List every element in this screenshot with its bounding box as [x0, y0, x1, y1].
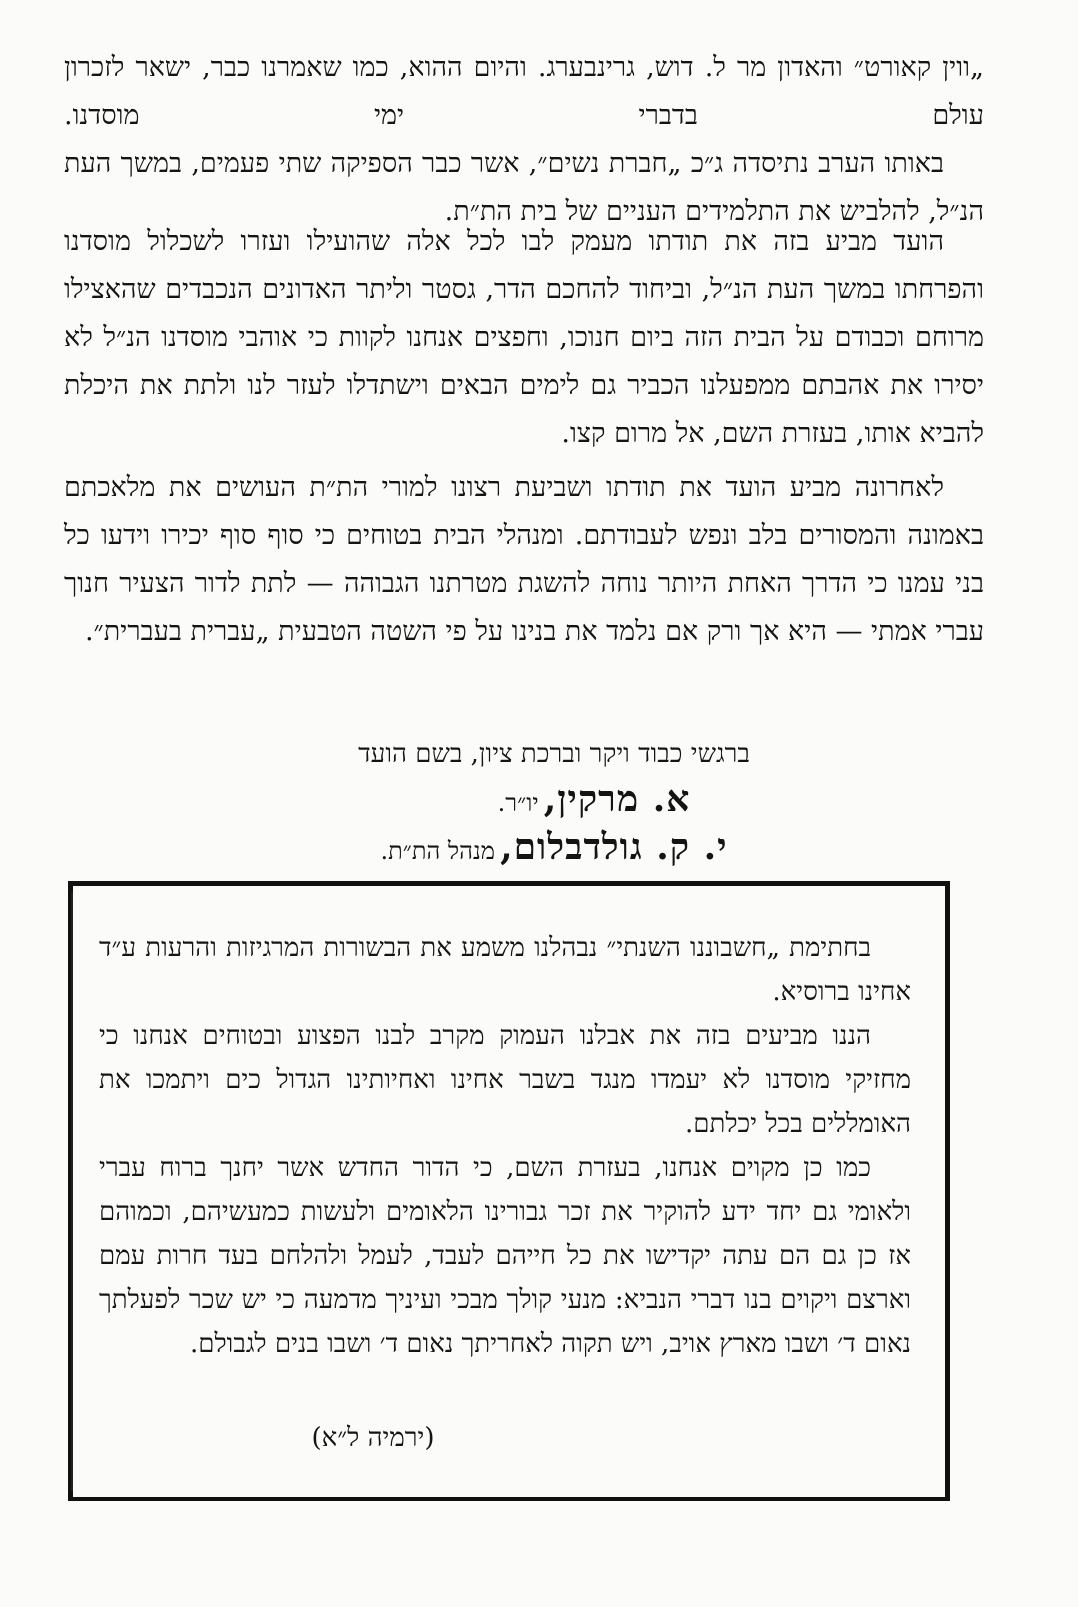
- notice-box: [68, 881, 950, 1501]
- signature-principal: [64, 826, 984, 868]
- frame-rule: [71, 892, 73, 1491]
- letter-paragraph-1: „ווין קאורט״ והאדון מר ל. דוש, גרינבערג. והיום ההוא, כמו שאמרנו כבר, ישאר לזכרון עולם בדברי ימי מוסדנו.: [64, 52, 984, 131]
- notice-paragraph-1: בחתימת „חשבוננו השנתי״ נבהלנו משמע את הבשורות המרגיזות והרעות ע״ד אחינו ברוסיא.: [99, 933, 911, 1007]
- notice-paragraph-2: הננו מביעים בזה את אבלנו העמוק מקרב לבנו הפצוע ובטוחים אנחנו כי מחזיקי מוסדנו לא יעמדו מנגד בשבר אחינו ואחיותינו הגדול כים ויתמכו את האומללים בכל יכלתם.: [99, 1021, 911, 1139]
- signature-chairman: [64, 778, 984, 820]
- notice-paragraph-3: כמו כן מקוים אנחנו, בעזרת השם, כי הדור החדש אשר יחנך ברוח עברי ולאומי גם יחד ידע להוקיר את זכר גבורינו הלאומים ולעשות כמעשיהם, וכמוהם אז כן גם הם עתה יקדישו את כל חייהם לעבד, לעמל ולהלחם בעד חרות עמם וארצם ויקוים בנו דברי הנביא: מנעי קולך מבכי ועיניך מדמעה כי יש שכר לפעלתך נאום ד׳ ושבו מארץ אויב, ויש תקוה לאחריתך נאום ד׳ ושבו בנים לגבולם.: [99, 1153, 912, 1359]
- letter-paragraph-3: הועד מביע בזה את תודתו מעמק לבו לכל אלה שהועילו ועזרו לשכלול מוסדנו והפרחתו במשך העת הנ״ל, וביחוד להחכם הדר, גסטר וליתר האדונים הנכבדים שהאצילו מרוחם וכבודם על הבית הזה ביום חנוכו, וחפצים אנחנו לקוות כי אוהבי מוסדנו הנ״ל לא יסירו את אהבתם ממפעלנו הכביר גם לימים הבאים וישתדלו לעזר לנו ולתת את היכלת להביא אותו, בעזרת השם, אל מרום קצו.: [64, 226, 984, 449]
- signature-role: יו״ר.: [497, 789, 539, 817]
- signature-name: א. מרקין,: [543, 778, 691, 820]
- scripture-reference: (ירמיה ל״א): [311, 1423, 435, 1453]
- signature-role: מנהל הת״ת.: [380, 837, 495, 865]
- signature-name: י. ק. גולדבלום,: [500, 826, 728, 868]
- letter-paragraph-4: לאחרונה מביע הועד את תודתו ושביעת רצונו למורי הת״ת העושים את מלאכתם באמונה והמסורים בלב ונפש לעבודתם. ומנהלי הבית בטוחים כי סוף סוף יכירו וידעו כל בני עמנו כי הדרך האחת היותר נוחה להשגת מטרתנו הגבוהה — לתת לדור הצעיר חנוך עברי אמתי — היא אך ורק אם נלמד את בנינו על פי השטה הטבעית „עברית בעברית״.: [64, 472, 984, 647]
- closing-line: ברגשי כבוד ויקר וברכת ציון, בשם הועד: [358, 739, 750, 769]
- letter-paragraph-2: באותו הערב נתיסדה ג״כ „חברת נשים״, אשר כבר הספיקה שתי פעמים, במשך העת הנ״ל, להלביש את התלמידים העניים של בית הת״ת.: [64, 148, 984, 227]
